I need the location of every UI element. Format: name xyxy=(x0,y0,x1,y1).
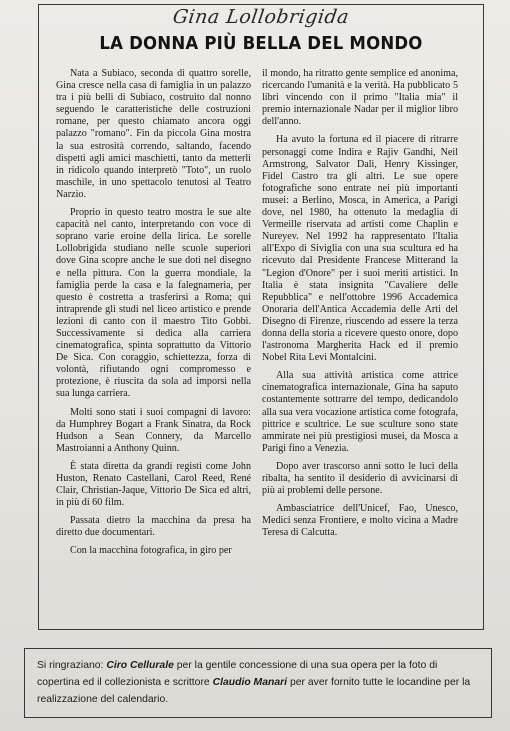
credits-text-1: per la gentile concessione di una sua opera per la foto di copertina ed il collezionista e scrittore xyxy=(37,660,438,688)
paragraph: Ambasciatrice dell'Unicef, Fao, Unesco, Medici senza Frontiere, e molto vicina a Madre Teresa di Calcutta. xyxy=(262,503,458,539)
paragraph: Proprio in questo teatro mostra le sue alte capacità nel canto, interpretando con voce di soprano varie eroine della lirica. Le sorelle Lollobrigida studiano nelle scuole superiori dove Gina scopre anche le sue doti nel disegno e nella pittura. Con la guerra mondiale, la famiglia perde la casa e la falegnameria, per questo è costretta a trasferirsi a Roma; qui intraprende gli studi nel liceo artistico e prende lezioni di canto con il maestro Tito Gobbi. Successivamente si dedica alla carriera cinematografica, spinta soprattutto da Vittorio De Sica. Con coraggio, schiettezza, forza di volontà, rifiutando ogni compromesso e protezione, è riuscita da sola ad imporsi nella sua lunga carriera. xyxy=(56,207,251,400)
right-column xyxy=(262,68,458,545)
paragraph: Ha avuto la fortuna ed il piacere di ritrarre personaggi come Indira e Rajiv Gandhi, Neil Armstrong, Salvator Dalì, Henry Kissinger, Fidel Castro tra gli altri. Le sue opere fotografiche sono entrate nei più importanti musei: a Berlino, Mosca, in America, a Parigi dove, nel 1980, ha ottenuto la medaglia di Vermeille riservata ad artisti come Chaplin e Nureyev. Nel 1992 ha rappresentato l'Italia all'Expo di Siviglia con una sua scultura ed ha ricevuto dal Presidente Francese Mitterand la "Legion d'Onore" per i suoi meriti artistici. In Italia è stata insignita "Cavaliere delle Repubblica" e nell'ottobre 1996 Accademica Onoraria dell'Antica Accademia delle Arti del Disegno di Firenze, riuscendo ad essere la terza donna della storia a ricevere questo onore, dopo l'astronoma Margherita Hack ed il premio Nobel Rita Levi Montalcini. xyxy=(262,134,458,364)
credits-text-2: per aver fornito tutte le locandine per la realizzazione del calendario. xyxy=(37,677,471,705)
paragraph: Alla sua attività artistica come attrice cinematografica internazionale, Gina ha saputo costantemente sottrarre del tempo, dedicandolo alla sua vera vocazione artistica come fotografa, pittrice e scultrice. Le sue sculture sono state ammirate nei più prestigiosi musei, da Mosca a Parigi fino a Venezia. xyxy=(262,370,458,454)
paragraph: Con la macchina fotografica, in giro per xyxy=(70,545,232,557)
credits-name-2: Claudio Manari xyxy=(212,677,288,688)
paragraph: il mondo, ha ritratto gente semplice ed anonima, ricercando l'umanità e la verità. Ha pubblicato 5 libri vincendo con il primo "Italia mia" il premio internazionale Nadar per il miglior libro dell'anno. xyxy=(262,68,458,128)
credits-lead: Si ringraziano: xyxy=(37,660,107,671)
paragraph: Nata a Subiaco, seconda di quattro sorelle, Gina cresce nella casa di famiglia in un palazzo tra i più belli di Subiaco, costruito dal nonno seguendo le caratteristiche delle costruzioni romane, per questo chiamato ancora oggi palazzo "romano". Fin da piccola Gina mostra la sua estrosità correndo, saltando, facendo dispetti agli amici maschietti, tanto da metterli in ridicolo quando interpretò "Toto", un ruolo maschile, in uno spettacolo tenutosi al Teatro Narzio. xyxy=(56,68,251,200)
paragraph: Passata dietro la macchina da presa ha diretto due documentari. xyxy=(56,515,251,539)
left-column xyxy=(56,68,251,564)
paragraph: Molti sono stati i suoi compagni di lavoro: da Humphrey Bogart a Frank Sinatra, da Rock Hudson a Sean Connery, da Marcello Mastroianni a Anthony Quinn. xyxy=(56,406,251,454)
credits-box xyxy=(24,648,492,718)
paragraph: È stata diretta da grandi registi come John Huston, Renato Castellani, Carol Reed, René Clair, Christian-Jaque, Vittorio De Sica ed altri, in più di 60 film. xyxy=(56,460,251,509)
paragraph: Dopo aver trascorso anni sotto le luci della ribalta, ha sentito il desiderio di avvicinarsi di più ai problemi delle persone. xyxy=(262,460,458,497)
signature-heading: Gina Lollobrigida xyxy=(171,6,351,28)
article-title: LA DONNA PIÙ BELLA DEL MONDO xyxy=(99,33,423,54)
credits-name-1: Ciro Cellurale xyxy=(106,660,174,671)
